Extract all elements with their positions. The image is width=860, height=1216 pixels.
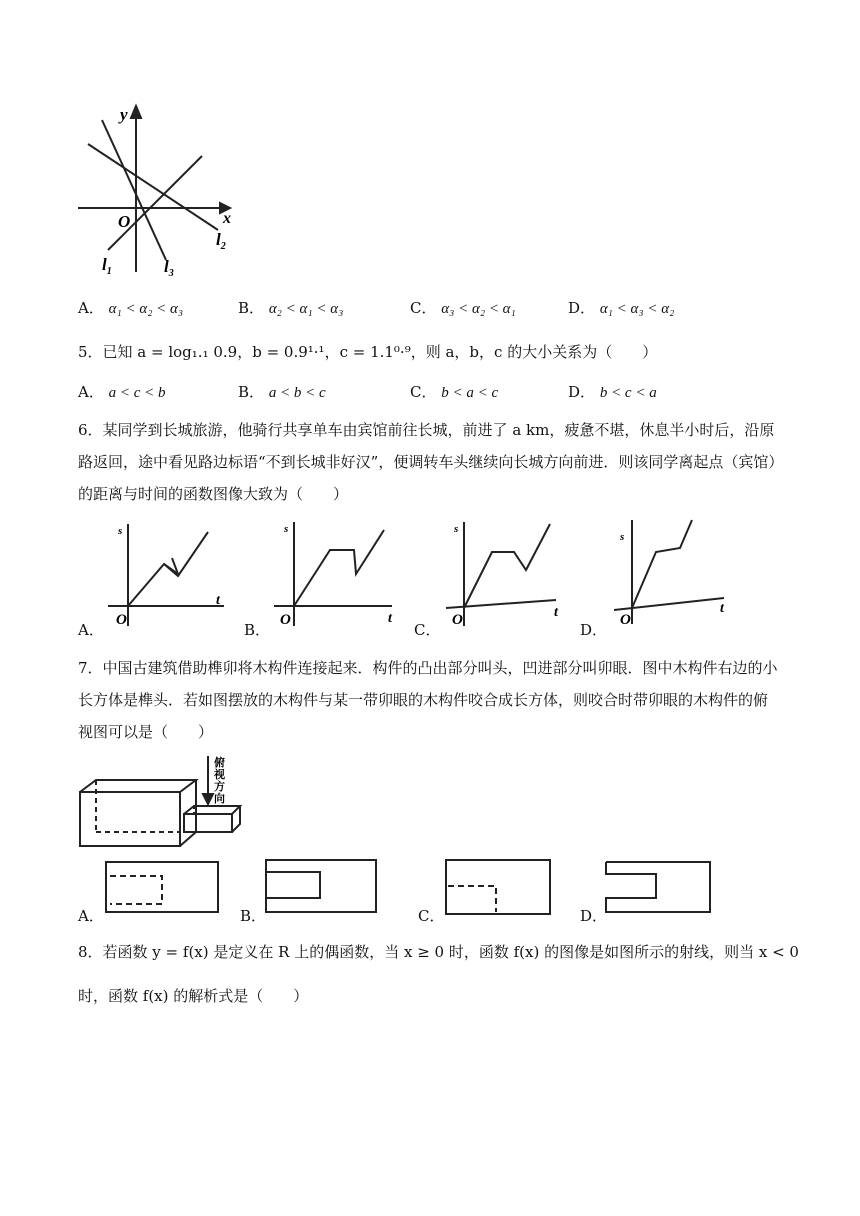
q6-graph-a <box>98 518 228 638</box>
q4-y-label: y <box>120 105 128 124</box>
q7-stem-line1: 7．中国古建筑借助榫卯将木构件连接起来．构件的凸出部分叫头，凹进部分叫卯眼．图中木构件右边的小 <box>78 659 778 677</box>
svg-text:s: s <box>284 523 289 535</box>
q6-graph-c <box>440 516 570 636</box>
q7-view-label-1: 俯 <box>214 756 225 769</box>
q7-option-a[interactable]: A． <box>78 907 104 925</box>
q5-option-a[interactable]: A． a < c < b <box>78 383 166 401</box>
q7-option-c[interactable]: C． <box>418 907 445 925</box>
q6-option-c[interactable]: C． <box>414 621 441 639</box>
q5-stem: 5．已知 a = log₁.₁ 0.9，b = 0.9¹·¹，c = 1.1⁰·⁹，则 a，b，c 的大小关系为（ ） <box>78 343 658 361</box>
q7-stem-line3: 视图可以是（ ） <box>78 723 214 741</box>
q4-l2-label: $l_2$ <box>216 230 226 252</box>
q6-graph-b <box>268 518 398 638</box>
q8-stem-line1: 8．若函数 y = f(x) 是定义在 R 上的偶函数，当 x ≥ 0 时，函数 f(x) 的图像是如图所示的射线，则当 x < 0 <box>78 943 799 961</box>
svg-text:s: s <box>620 531 625 543</box>
q7-wood-component-figure <box>76 752 256 852</box>
q5-option-c[interactable]: C． b < a < c <box>410 383 499 401</box>
svg-text:s: s <box>118 525 123 537</box>
svg-text:t: t <box>554 605 558 620</box>
q7-option-d[interactable]: D． <box>580 907 608 925</box>
q7-option-a-view <box>104 860 222 916</box>
q7-view-label-4: 向 <box>214 792 225 805</box>
q4-l1-label: $l_1$ <box>102 255 112 277</box>
q4-option-b[interactable]: B． α₂ < α₁ < α₃ <box>238 299 344 317</box>
q4-lines-figure <box>70 100 250 280</box>
q6-option-a[interactable]: A． <box>78 621 104 639</box>
q7-stem-line2: 长方体是榫头．若如图摆放的木构件与某一带卯眼的木构件咬合成长方体，则咬合时带卯眼的木构件的俯 <box>78 691 769 709</box>
q7-option-d-view <box>602 858 714 918</box>
q4-l3-label: $l_3$ <box>164 257 174 279</box>
q4-option-a[interactable]: A． α₁ < α₂ < α₃ <box>78 299 184 317</box>
q5-option-b[interactable]: B． a < b < c <box>238 383 326 401</box>
svg-text:t: t <box>216 593 220 608</box>
q6-option-d[interactable]: D． <box>580 621 608 639</box>
q7-view-label-3: 方 <box>214 780 225 793</box>
svg-text:O: O <box>620 612 631 628</box>
q7-option-b[interactable]: B． <box>240 907 267 925</box>
q7-option-b-view <box>264 858 380 916</box>
svg-text:O: O <box>116 612 127 628</box>
svg-text:s: s <box>454 523 459 535</box>
q4-option-c[interactable]: C． α₃ < α₂ < α₁ <box>410 299 516 317</box>
svg-text:t: t <box>720 601 724 616</box>
q5-option-d[interactable]: D． b < c < a <box>568 383 657 401</box>
q4-origin-label: O <box>118 212 131 231</box>
q6-stem-line2: 路返回，途中看见路边标语“不到长城非好汉”，便调转车头继续向长城方向前进．则该同学离起点（宾馆） <box>78 453 784 471</box>
q6-option-b[interactable]: B． <box>244 621 271 639</box>
q6-stem-line3: 的距离与时间的函数图像大致为（ ） <box>78 485 349 503</box>
q6-graph-d <box>608 516 738 636</box>
q7-option-c-view <box>444 858 554 918</box>
q8-stem-line2: 时，函数 f(x) 的解析式是（ ） <box>78 987 309 1005</box>
q4-x-label: x <box>223 210 231 227</box>
svg-text:O: O <box>280 612 291 628</box>
svg-text:O: O <box>452 612 463 628</box>
svg-text:t: t <box>388 611 392 626</box>
q4-option-d[interactable]: D． α₁ < α₃ < α₂ <box>568 299 675 317</box>
q6-stem-line1: 6．某同学到长城旅游，他骑行共享单车由宾馆前往长城，前进了 a km，疲惫不堪，休息半小时后，沿原 <box>78 421 775 439</box>
q7-view-label-2: 视 <box>214 768 225 781</box>
